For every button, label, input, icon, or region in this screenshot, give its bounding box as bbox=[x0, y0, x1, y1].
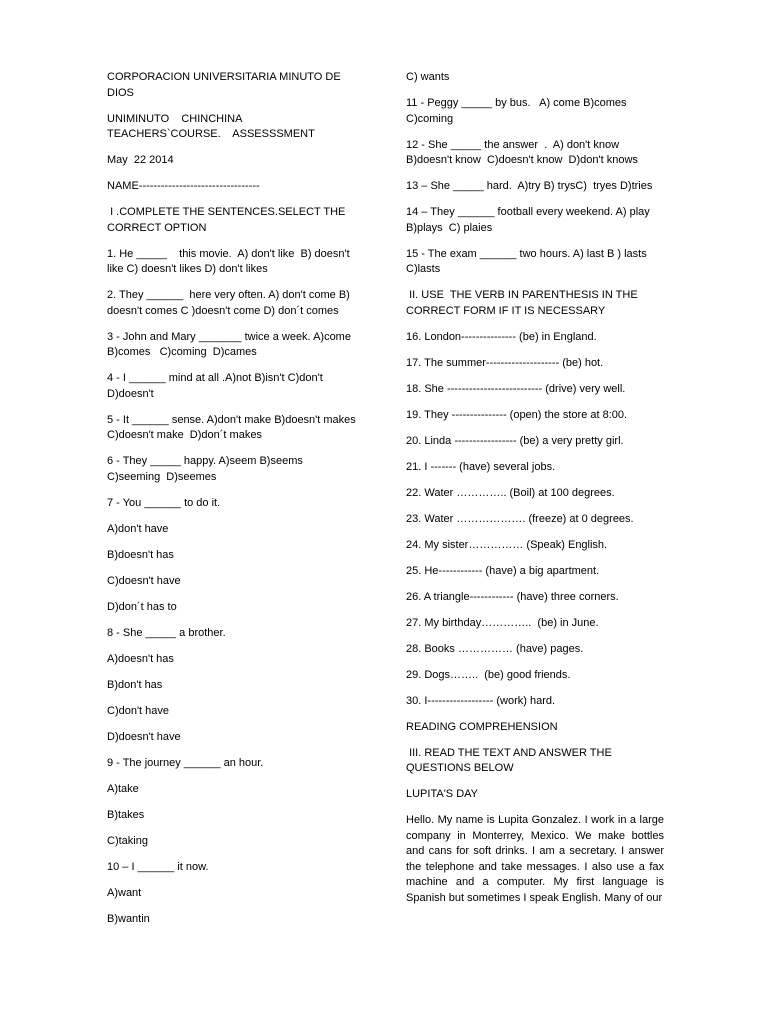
question-17: 17. The summer-------------------- (be) hot. bbox=[406, 356, 604, 369]
question-19: 19. They --------------- (open) the store at 8:00. bbox=[406, 408, 628, 421]
question-8-option-c: C)don't have bbox=[107, 704, 170, 717]
question-9-option-c: C)taking bbox=[107, 834, 148, 847]
question-7-option-c: C)doesn't have bbox=[107, 574, 181, 587]
question-15: 15 - The exam ______ two hours. A) last B ) lasts C)lasts bbox=[406, 247, 653, 275]
question-28: 28. Books …………… (have) pages. bbox=[406, 642, 584, 655]
question-8-option-b: B)don't has bbox=[107, 678, 163, 691]
question-9-option-a: A)take bbox=[107, 782, 139, 795]
question-10-option-c: C) wants bbox=[406, 71, 450, 83]
question-1: 1. He _____ this movie. A) don't like B) doesn't like C) doesn't likes D) don't likes bbox=[107, 247, 353, 275]
question-8-option-d: D)doesn't have bbox=[107, 730, 181, 743]
question-14: 14 – They ______ football every weekend. A) play B)plays C) plaies bbox=[406, 206, 659, 234]
question-5: 5 - It ______ sense. A)don't make B)doesn't makes C)doesn't make D)don´t makes bbox=[107, 413, 359, 441]
question-26: 26. A triangle------------ (have) three corners. bbox=[406, 590, 619, 603]
question-3: 3 - John and Mary _______ twice a week. A)come B)comes C)coming D)cames bbox=[107, 330, 364, 358]
question-13: 13 – She _____ hard. A)try B) trysC) tryes D)tries bbox=[406, 180, 653, 192]
question-25: 25. He------------ (have) a big apartment. bbox=[406, 564, 600, 577]
question-2: 2. They ______ here very often. A) don't come B) doesn't comes C )doesn't come D) don´t comes bbox=[107, 289, 353, 317]
question-22: 22. Water ………….. (Boil) at 100 degrees. bbox=[406, 486, 615, 499]
question-23: 23. Water ………………. (freeze) at 0 degrees. bbox=[406, 512, 634, 525]
question-11: 11 - Peggy _____ by bus. A) come B)comes C)coming bbox=[406, 97, 630, 125]
question-9: 9 - The journey ______ an hour. bbox=[107, 756, 264, 769]
question-10: 10 – I ______ it now. bbox=[107, 860, 209, 873]
question-10-option-a: A)want bbox=[107, 886, 142, 899]
question-18: 18. She -------------------------- (drive) very well. bbox=[406, 382, 626, 395]
question-30: 30. I------------------ (work) hard. bbox=[406, 694, 556, 707]
question-27: 27. My birthday………….. (be) in June. bbox=[406, 616, 599, 629]
section-2-heading: II. USE THE VERB IN PARENTHESIS IN THE CORRECT FORM IF IT IS NECESSARY bbox=[406, 289, 641, 317]
question-4: 4 - I ______ mind at all .A)not B)isn't C)don't D)doesn't bbox=[107, 372, 326, 400]
name-line: NAME--------------------------------- bbox=[107, 180, 260, 192]
question-21: 21. I ------- (have) several jobs. bbox=[406, 460, 556, 473]
question-7-option-d: D)don´t has to bbox=[107, 600, 177, 613]
question-7-option-a: A)don't have bbox=[107, 522, 169, 535]
reading-title: LUPITA'S DAY bbox=[406, 788, 478, 800]
course-header: UNIMINUTO CHINCHINA TEACHERS`COURSE. ASSESSSMENT bbox=[107, 112, 315, 140]
question-6: 6 - They _____ happy. A)seem B)seems C)seeming D)seemes bbox=[107, 455, 306, 483]
question-12: 12 - She _____ the answer . A) don't know B)doesn't know C)doesn't know D)don't knows bbox=[406, 138, 638, 166]
question-10-option-b: B)wantin bbox=[107, 912, 150, 925]
question-24: 24. My sister…………… (Speak) English. bbox=[406, 538, 608, 551]
question-20: 20. Linda ----------------- (be) a very pretty girl. bbox=[406, 434, 624, 447]
section-3-heading: III. READ THE TEXT AND ANSWER THE QUESTIONS BELOW bbox=[406, 746, 615, 774]
question-29: 29. Dogs…….. (be) good friends. bbox=[406, 668, 571, 681]
question-7-option-b: B)doesn't has bbox=[107, 548, 174, 561]
date-line: May 22 2014 bbox=[107, 154, 174, 166]
question-9-option-b: B)takes bbox=[107, 808, 145, 821]
right-column bbox=[406, 70, 668, 917]
reading-passage: Hello. My name is Lupita Gonzalez. I work in a large company in Monterrey, Mexico. We make bottles and cans for soft drinks. I am a secretary. I answer the telephone and take messages. I also use a fax machine and a computer. My first language is Spanish but sometimes I speak English. Many of our bbox=[406, 814, 668, 904]
left-column bbox=[107, 70, 364, 938]
institution-title: CORPORACION UNIVERSITARIA MINUTO DE DIOS bbox=[107, 71, 344, 99]
question-8-option-a: A)doesn't has bbox=[107, 652, 174, 665]
question-8: 8 - She _____ a brother. bbox=[107, 626, 226, 639]
question-16: 16. London--------------- (be) in England. bbox=[406, 330, 597, 343]
question-7: 7 - You ______ to do it. bbox=[107, 496, 221, 509]
reading-heading: READING COMPREHENSION bbox=[406, 720, 558, 733]
section-1-heading: I .COMPLETE THE SENTENCES.SELECT THE CORRECT OPTION bbox=[107, 206, 349, 234]
